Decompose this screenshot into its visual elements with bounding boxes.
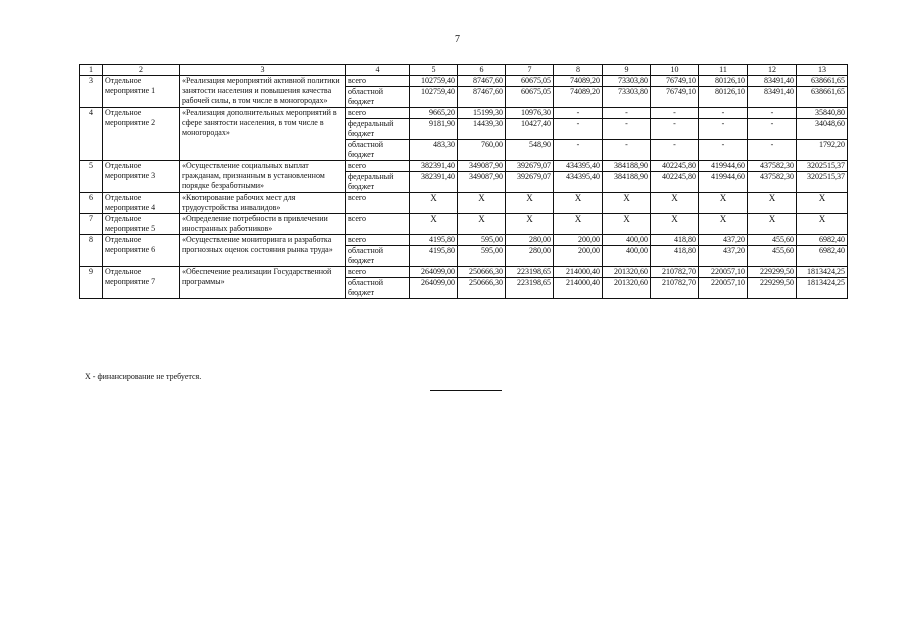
amount-cell: 434395,40 [554,172,603,193]
amount-cell: - [603,108,651,119]
amount-cell: 210782,70 [651,267,699,278]
amount-cell: 437582,30 [748,172,797,193]
amount-cell: 74089,20 [554,87,603,108]
amount-cell: Х [458,193,506,214]
event-title: «Реализация дополнительных мероприятий в сфере занятости населения, в том числе в моногородах» [180,108,346,161]
column-number-cell: 7 [506,65,554,76]
amount-cell: 382391,40 [410,172,458,193]
table-row [80,214,848,235]
amount-cell: 223198,65 [506,267,554,278]
amount-cell: Х [748,193,797,214]
amount-cell: Х [699,193,748,214]
amount-cell: 419944,60 [699,172,748,193]
amount-cell: - [699,140,748,161]
funding-source: всего [346,214,410,235]
amount-cell: - [748,119,797,140]
table-row [80,161,848,172]
amount-cell: 4195,80 [410,246,458,267]
amount-cell: 102759,40 [410,87,458,108]
amount-cell: 400,00 [603,246,651,267]
row-number: 3 [80,76,103,108]
event-name: Отдельное мероприятие 5 [103,214,180,235]
amount-cell: 83491,40 [748,87,797,108]
funding-source: всего [346,108,410,119]
funding-source: всего [346,235,410,246]
amount-cell: 80126,10 [699,87,748,108]
amount-cell: Х [506,193,554,214]
amount-cell: 9181,90 [410,119,458,140]
amount-cell: 73303,80 [603,87,651,108]
amount-cell: Х [554,193,603,214]
amount-cell: 4195,80 [410,235,458,246]
event-name: Отдельное мероприятие 6 [103,235,180,267]
amount-cell: 418,80 [651,246,699,267]
amount-cell: Х [797,214,848,235]
amount-cell: Х [748,214,797,235]
amount-cell: - [554,108,603,119]
amount-cell: - [651,140,699,161]
column-number-cell: 5 [410,65,458,76]
amount-cell: Х [651,193,699,214]
amount-cell: - [554,140,603,161]
amount-cell: Х [506,214,554,235]
amount-cell: Х [699,214,748,235]
funding-source: всего [346,76,410,87]
column-number-cell: 3 [180,65,346,76]
amount-cell: Х [410,214,458,235]
amount-cell: Х [603,193,651,214]
amount-cell: - [699,119,748,140]
amount-cell: - [748,108,797,119]
event-name: Отдельное мероприятие 2 [103,108,180,161]
amount-cell: 83491,40 [748,76,797,87]
event-name: Отдельное мероприятие 4 [103,193,180,214]
amount-cell: 437582,30 [748,161,797,172]
amount-cell: 73303,80 [603,76,651,87]
amount-cell: 6982,40 [797,246,848,267]
amount-cell: 434395,40 [554,161,603,172]
funding-source: всего [346,161,410,172]
funding-source: всего [346,193,410,214]
column-number-cell: 13 [797,65,848,76]
amount-cell: 264099,00 [410,267,458,278]
amount-cell: - [603,140,651,161]
amount-cell: 35840,80 [797,108,848,119]
amount-cell: 1813424,25 [797,278,848,299]
amount-cell: 437,20 [699,246,748,267]
amount-cell: 402245,80 [651,161,699,172]
amount-cell: 455,60 [748,246,797,267]
amount-cell: Х [554,214,603,235]
amount-cell: Х [458,214,506,235]
amount-cell: 382391,40 [410,161,458,172]
amount-cell: - [554,119,603,140]
amount-cell: 76749,10 [651,76,699,87]
amount-cell: 60675,05 [506,76,554,87]
row-number: 9 [80,267,103,299]
amount-cell: - [603,119,651,140]
amount-cell: 1792,20 [797,140,848,161]
amount-cell: 384188,90 [603,161,651,172]
table-body [80,65,848,299]
amount-cell: 80126,10 [699,76,748,87]
funding-source: федеральный бюджет [346,172,410,193]
amount-cell: 349087,90 [458,172,506,193]
closing-rule [430,390,502,391]
amount-cell: 483,30 [410,140,458,161]
amount-cell: Х [603,214,651,235]
amount-cell: 250666,30 [458,267,506,278]
funding-source: областной бюджет [346,278,410,299]
row-number: 8 [80,235,103,267]
amount-cell: 455,60 [748,235,797,246]
amount-cell: 402245,80 [651,172,699,193]
amount-cell: 10976,30 [506,108,554,119]
amount-cell: 201320,60 [603,278,651,299]
amount-cell: 214000,40 [554,278,603,299]
amount-cell: 14439,30 [458,119,506,140]
amount-cell: 419944,60 [699,161,748,172]
amount-cell: 638661,65 [797,76,848,87]
table-row [80,267,848,278]
funding-source: федеральный бюджет [346,119,410,140]
amount-cell: 214000,40 [554,267,603,278]
amount-cell: 1813424,25 [797,267,848,278]
amount-cell: 264099,00 [410,278,458,299]
amount-cell: 200,00 [554,235,603,246]
amount-cell: - [651,119,699,140]
amount-cell: 34048,60 [797,119,848,140]
funding-source: областной бюджет [346,140,410,161]
column-number-cell: 10 [651,65,699,76]
column-number-cell: 4 [346,65,410,76]
column-number-cell: 6 [458,65,506,76]
column-number-cell: 8 [554,65,603,76]
amount-cell: - [699,108,748,119]
amount-cell: 74089,20 [554,76,603,87]
amount-cell: 418,80 [651,235,699,246]
funding-source: областной бюджет [346,87,410,108]
amount-cell: 229299,50 [748,267,797,278]
event-title: «Осуществление социальных выплат гражданам, признанным в установленном порядке безработными» [180,161,346,193]
amount-cell: Х [651,214,699,235]
amount-cell: 102759,40 [410,76,458,87]
column-number-cell: 2 [103,65,180,76]
page-number: 7 [455,34,460,45]
amount-cell: 87467,60 [458,76,506,87]
amount-cell: 9665,20 [410,108,458,119]
event-name: Отдельное мероприятие 7 [103,267,180,299]
amount-cell: 392679,07 [506,172,554,193]
event-title: «Реализация мероприятий активной политики занятости населения и повышения качества рабочей силы, в том числе в моногородах» [180,76,346,108]
amount-cell: 87467,60 [458,87,506,108]
amount-cell: Х [797,193,848,214]
column-number-cell: 9 [603,65,651,76]
amount-cell: Х [410,193,458,214]
table-row [80,235,848,246]
amount-cell: 220057,10 [699,278,748,299]
amount-cell: 6982,40 [797,235,848,246]
amount-cell: 400,00 [603,235,651,246]
row-number: 5 [80,161,103,193]
row-number: 6 [80,193,103,214]
amount-cell: 15199,30 [458,108,506,119]
column-number-cell: 12 [748,65,797,76]
amount-cell: 638661,65 [797,87,848,108]
row-number: 4 [80,108,103,161]
event-name: Отдельное мероприятие 1 [103,76,180,108]
amount-cell: 384188,90 [603,172,651,193]
column-number-row [80,65,848,76]
event-title: «Обеспечение реализации Государственной программы» [180,267,346,299]
amount-cell: 60675,05 [506,87,554,108]
amount-cell: 220057,10 [699,267,748,278]
amount-cell: 201320,60 [603,267,651,278]
table-row [80,193,848,214]
amount-cell: 3202515,37 [797,161,848,172]
amount-cell: 3202515,37 [797,172,848,193]
amount-cell: 595,00 [458,235,506,246]
table-row [80,76,848,87]
event-title: «Квотирование рабочих мест для трудоустройства инвалидов» [180,193,346,214]
amount-cell: 229299,50 [748,278,797,299]
amount-cell: 437,20 [699,235,748,246]
funding-table [79,64,848,299]
amount-cell: 210782,70 [651,278,699,299]
event-title: «Осуществление мониторинга и разработка прогнозных оценок состояния рынка труда» [180,235,346,267]
amount-cell: 595,00 [458,246,506,267]
amount-cell: 250666,30 [458,278,506,299]
amount-cell: 76749,10 [651,87,699,108]
column-number-cell: 11 [699,65,748,76]
column-number-cell: 1 [80,65,103,76]
amount-cell: - [651,108,699,119]
amount-cell: 200,00 [554,246,603,267]
funding-source: областной бюджет [346,246,410,267]
amount-cell: 280,00 [506,235,554,246]
amount-cell: 548,90 [506,140,554,161]
table-row [80,108,848,119]
funding-source: всего [346,267,410,278]
row-number: 7 [80,214,103,235]
amount-cell: 280,00 [506,246,554,267]
event-name: Отдельное мероприятие 3 [103,161,180,193]
amount-cell: 10427,40 [506,119,554,140]
event-title: «Определение потребности в привлечении иностранных работников» [180,214,346,235]
amount-cell: 349087,90 [458,161,506,172]
amount-cell: 760,00 [458,140,506,161]
amount-cell: 392679,07 [506,161,554,172]
footnote: Х - финансирование не требуется. [85,372,202,381]
amount-cell: - [748,140,797,161]
amount-cell: 223198,65 [506,278,554,299]
